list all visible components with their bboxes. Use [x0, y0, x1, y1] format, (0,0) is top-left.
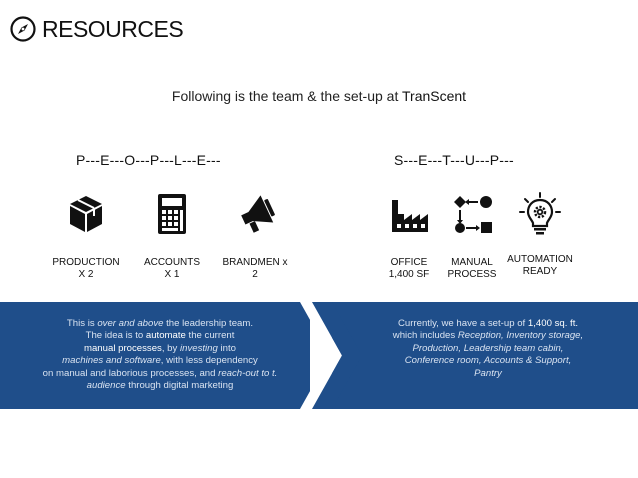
people-title: P---E---O---P---L---E---: [76, 152, 221, 168]
box-icon: [64, 192, 108, 236]
right-panel-text: Currently, we have a set-up of 1,400 sq. ft. which includes Reception, Inventory storage, Production, Leadership team cabin, Conference room, Accounts & Support, Pantry: [392, 318, 584, 379]
factory-icon: [388, 192, 432, 236]
calculator-icon: [150, 192, 194, 236]
page-header: [10, 12, 183, 46]
label-accounts: ACCOUNTS X 1: [143, 257, 201, 280]
process-flow-icon: [451, 192, 495, 236]
lightbulb-gear-icon: [518, 192, 562, 236]
intro-text: Following is the team & the set-up at TranScent: [171, 88, 467, 104]
megaphone-icon: [234, 192, 278, 236]
brand-name: TranScent: [402, 88, 467, 104]
label-manual-process: MANUAL PROCESS: [447, 257, 497, 280]
page-title: RESOURCES: [42, 15, 184, 42]
label-brandmen: BRANDMEN x 2: [222, 257, 288, 280]
label-production: PRODUCTION X 2: [52, 257, 120, 280]
label-office: OFFICE 1,400 SF: [388, 257, 430, 280]
setup-title: S---E---T---U---P---: [394, 152, 514, 168]
compass-icon: [10, 16, 36, 42]
left-panel-text: This is over and above the leadership team. The idea is to automate the current manual processes, by investing into machines and software, with less dependency on manual and laborious processes, and reach-out to t. audience through digital marketing: [42, 318, 278, 392]
chevron-divider-icon: [300, 302, 360, 409]
label-automation: AUTOMATION READY: [507, 254, 573, 277]
